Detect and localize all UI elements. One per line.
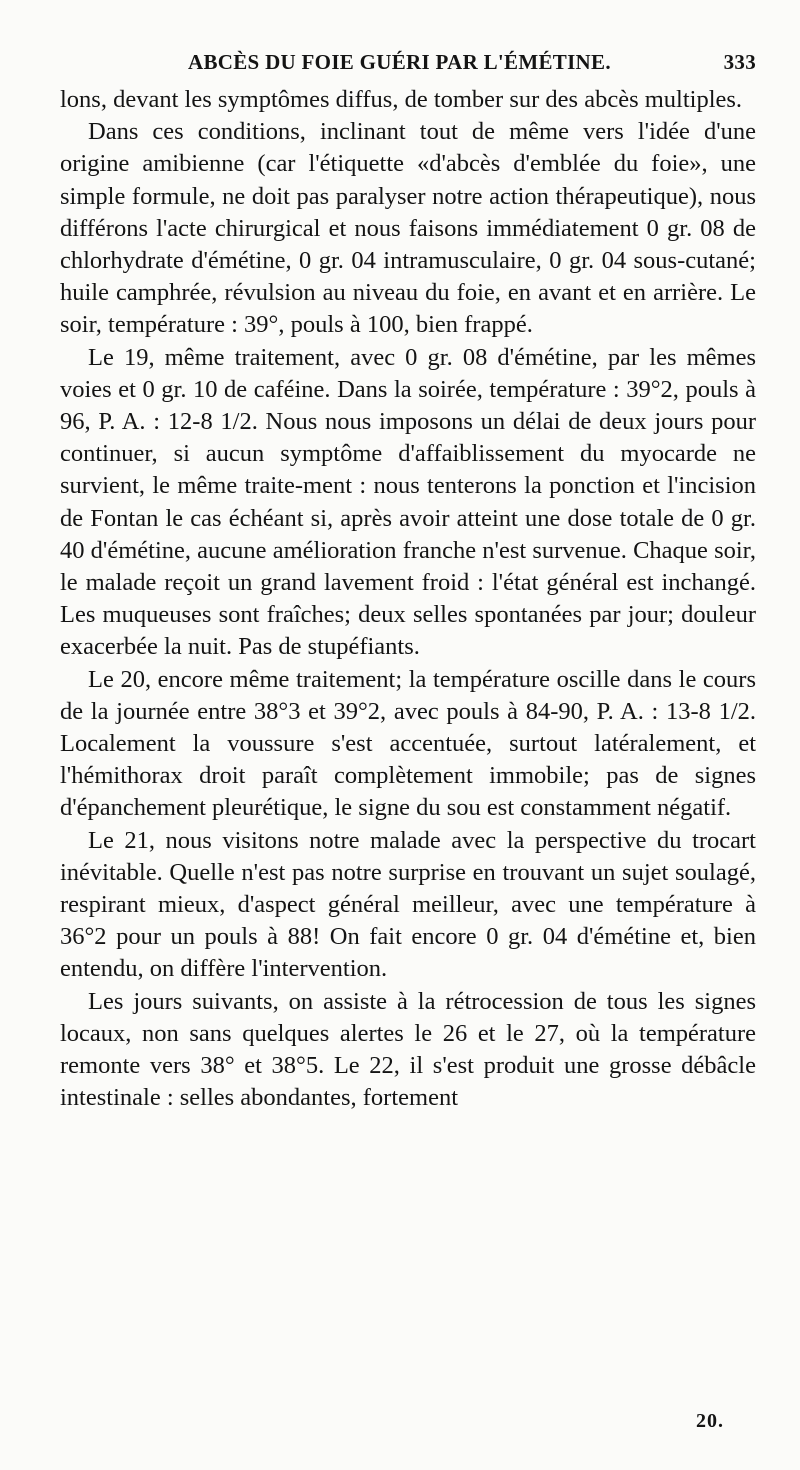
paragraph-continuation: lons, devant les symptômes diffus, de tomber sur des abcès multiples. xyxy=(60,86,743,113)
body-text xyxy=(60,84,756,1115)
paragraph: Le 19, même traitement, avec 0 gr. 08 d'émétine, par les mêmes voies et 0 gr. 10 de caféine. Dans la soirée, température : 39°2, pouls à 96, P. A. : 12-8 1/2. Nous nous imposons un délai de deux jours pour continuer, si aucun symptôme d'affaiblissement du myocarde ne survient, le même traite-ment : nous tenterons la ponction et l'incision de Fontan le cas échéant si, après avoir atteint une dose totale de 0 gr. 40 d'émétine, aucune amélioration franche n'est survenue. Chaque soir, le malade reçoit un grand lavement froid : l'état général est inchangé. Les muqueuses sont fraîches; deux selles spontanées par jour; douleur exacerbée la nuit. Pas de stupéfiants. xyxy=(60,343,756,661)
running-head xyxy=(60,44,756,80)
paragraph: Dans ces conditions, inclinant tout de même vers l'idée d'une origine amibienne (car l'étiquette «d'abcès d'emblée du foie», une simple formule, ne doit pas paralyser notre action thérapeutique), nous différons l'acte chirurgical et nous faisons immédiatement 0 gr. 08 de chlorhydrate d'émétine, 0 gr. 04 intramusculaire, 0 gr. 04 sous-cutané; huile camphrée, révulsion au niveau du foie, en avant et en arrière. Le soir, température : 39°, pouls à 100, bien frappé. xyxy=(60,118,756,339)
paragraph: Le 20, encore même traitement; la température oscille dans le cours de la journée entre 38°3 et 39°2, avec pouls à 84-90, P. A. : 13-8 1/2. Localement la voussure s'est accentuée, surtout latéralement, et l'hémithorax droit paraît complètement immobile; pas de signes d'épanchement pleurétique, le signe du sou est constamment négatif. xyxy=(60,665,756,822)
running-title: ABCÈS DU FOIE GUÉRI PAR L'ÉMÉTINE. xyxy=(188,50,611,74)
paragraph: Le 21, nous visitons notre malade avec la perspective du trocart inévitable. Quelle n'est pas notre surprise en trouvant un sujet soulagé, respirant mieux, d'aspect général meilleur, avec une température à 36°2 pour un pouls à 88! On fait encore 0 gr. 04 d'émétine et, bien entendu, on diffère l'intervention. xyxy=(60,826,756,983)
signature-mark: 20. xyxy=(696,1410,724,1432)
page-number: 333 xyxy=(723,50,756,74)
paragraph: Les jours suivants, on assiste à la rétrocession de tous les signes locaux, non sans quelques alertes le 26 et le 27, où la température remonte vers 38° et 38°5. Le 22, il s'est produit une grosse débâcle intestinale : selles abondantes, fortement xyxy=(60,987,756,1112)
